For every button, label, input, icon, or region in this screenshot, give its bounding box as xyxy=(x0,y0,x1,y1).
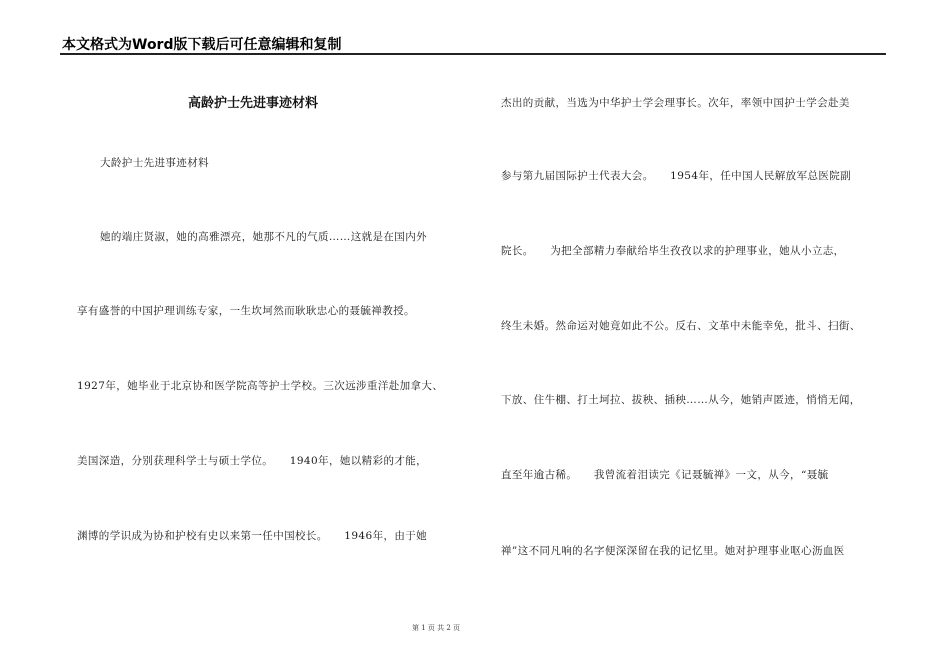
right-line-4: 终生未婚。然命运对她竟如此不公。反右、文革中未能幸免，批斗、扫街、 xyxy=(501,320,861,332)
left-line-6: 渊博的学识成为协和护校有史以来第一任中国校长。 1946年，由于她 xyxy=(77,530,428,542)
right-line-7: 禅”这不同凡响的名字便深深留在我的记忆里。她对护理事业呕心沥血医 xyxy=(501,545,845,557)
left-line-4: 1927年，她毕业于北京协和医学院高等护士学校。三次远涉重洋赴加拿大、 xyxy=(77,380,444,392)
article-title: 高龄护士先进事迹材料 xyxy=(188,96,319,111)
right-line-6: 直至年逾古稀。 我曾流着泪读完《记聂毓禅》一文，从今，“聂毓 xyxy=(501,469,829,481)
left-line-2: 她的端庄贤淑，她的高雅漂亮，她那不凡的气质……这就是在国内外 xyxy=(100,231,427,243)
left-line-5: 美国深造，分别获理科学士与硕士学位。 1940年，她以精彩的才能， xyxy=(77,455,428,467)
header-divider xyxy=(60,53,886,55)
page-number: 第 1 页 共 2 页 xyxy=(412,624,461,632)
left-line-1: 大龄护士先进事迹材料 xyxy=(100,157,209,169)
document-header: 本文格式为Word版下载后可任意编辑和复制 xyxy=(62,37,342,53)
right-line-1: 杰出的贡献，当选为中华护士学会理事长。次年，率领中国护士学会赴美 xyxy=(501,97,850,109)
right-line-5: 下放、住牛棚、打土坷拉、拔秧、插秧……从今，她销声匿迹，悄悄无闻， xyxy=(501,394,861,406)
right-line-3: 院长。 为把全部精力奉献给毕生孜孜以求的护理事业，她从小立志， xyxy=(501,245,845,257)
left-line-3: 享有盛誉的中国护理训练专家，一生坎坷然而耿耿忠心的聂毓禅教授。 xyxy=(77,305,415,317)
right-line-2: 参与第九届国际护士代表大会。 1954年，任中国人民解放军总医院副 xyxy=(501,170,852,182)
